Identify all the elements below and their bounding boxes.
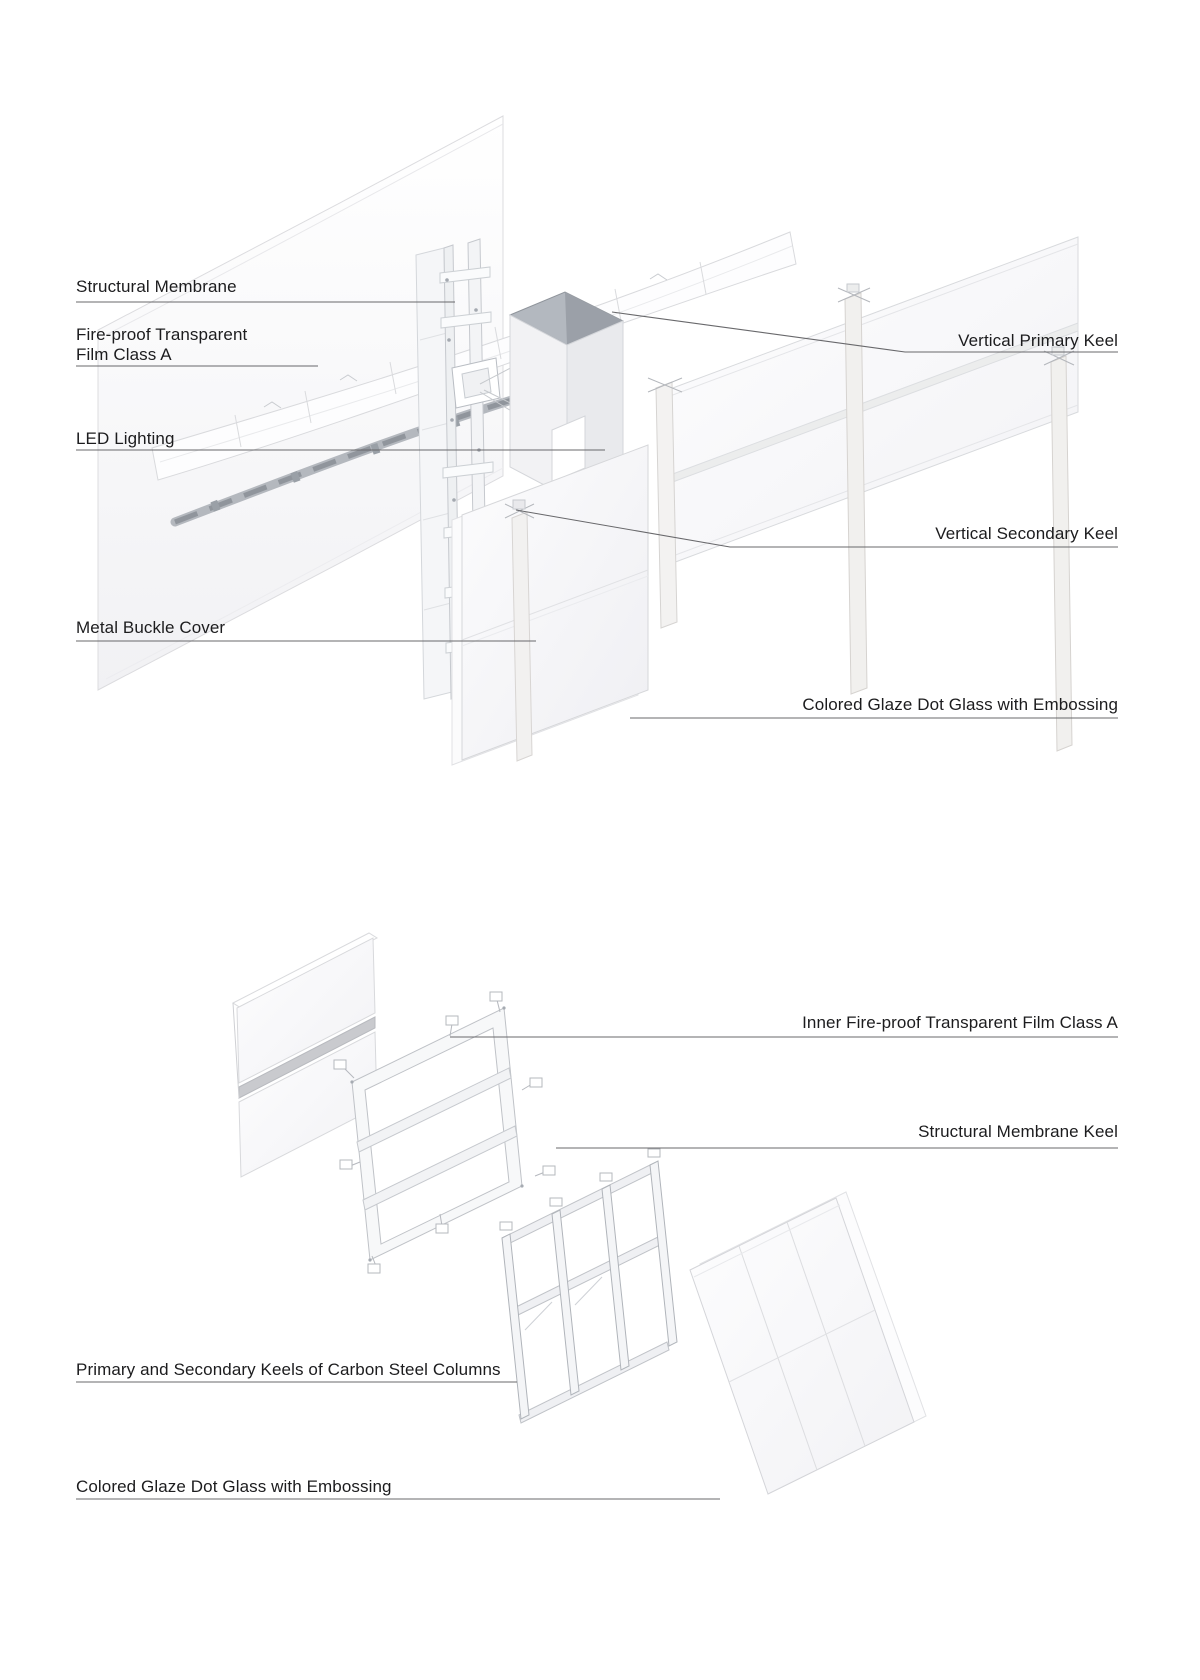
- label-fireproof-film: [76, 325, 247, 365]
- label-inner-fireproof-film: Inner Fire-proof Transparent Film Class A: [802, 1013, 1118, 1032]
- label-vertical-secondary-keel: Vertical Secondary Keel: [935, 524, 1118, 543]
- label-fireproof-film-line1: Fire-proof Transparent: [76, 325, 248, 344]
- label-structural-membrane-keel: Structural Membrane Keel: [918, 1122, 1118, 1141]
- label-colored-glaze-top: Colored Glaze Dot Glass with Embossing: [802, 695, 1118, 714]
- label-metal-buckle-cover: Metal Buckle Cover: [76, 618, 226, 637]
- label-vertical-primary-keel: Vertical Primary Keel: [958, 331, 1118, 350]
- label-led-lighting: LED Lighting: [76, 429, 175, 448]
- label-structural-membrane: Structural Membrane: [76, 277, 237, 296]
- glaze-glass-panels: [690, 1192, 926, 1494]
- inner-film-panels: [233, 933, 377, 1177]
- keel-column-caps: [500, 1149, 660, 1230]
- label-colored-glaze-bottom: Colored Glaze Dot Glass with Embossing: [76, 1477, 392, 1496]
- top-assembly-illustration: [98, 116, 1078, 765]
- carbon-steel-keels: [500, 1149, 677, 1423]
- label-carbon-steel-keels: Primary and Secondary Keels of Carbon Steel Columns: [76, 1360, 501, 1379]
- label-fireproof-film-line2: Film Class A: [76, 345, 172, 364]
